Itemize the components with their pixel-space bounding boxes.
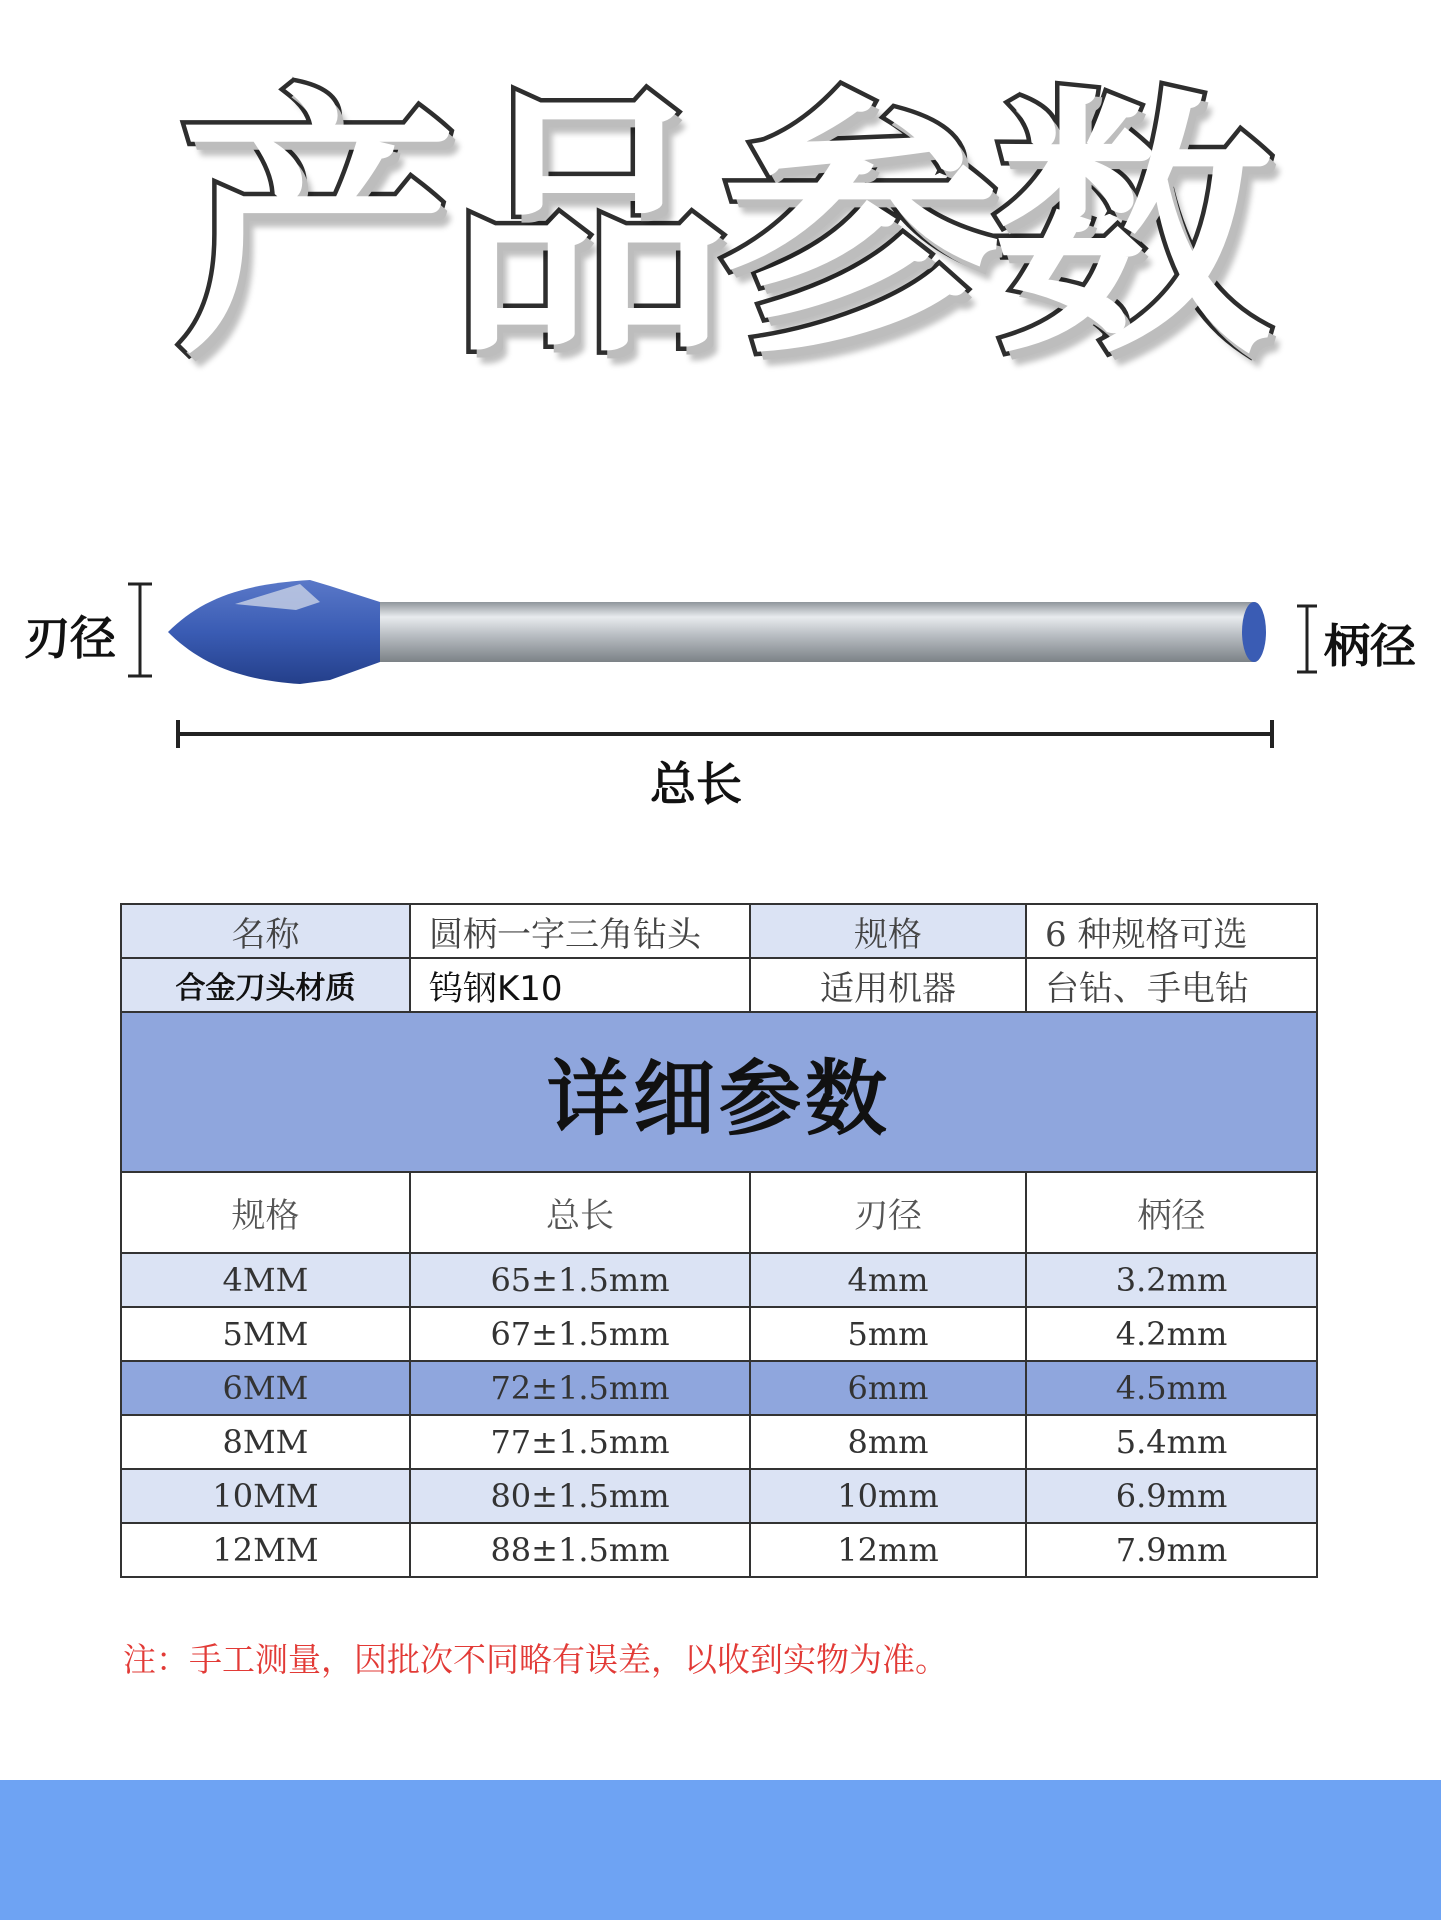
measurement-note: 注：手工测量，因批次不同略有误差，以收到实物为准。	[123, 1640, 948, 1679]
footer-bar	[0, 1780, 1441, 1920]
table-cell: 77±1.5mm	[410, 1415, 750, 1469]
table-cell: 65±1.5mm	[410, 1253, 750, 1307]
shank-diameter-label: 柄径	[1324, 619, 1416, 673]
table-row	[121, 1415, 1317, 1469]
table-cell: 8mm	[750, 1415, 1026, 1469]
page-title: 产品参数	[176, 66, 1265, 392]
summary-row	[121, 904, 1317, 958]
table-row	[121, 1523, 1317, 1577]
table-header-row	[121, 1172, 1317, 1253]
table-cell: 7.9mm	[1026, 1523, 1317, 1577]
material-label: 合金刀头材质	[121, 958, 410, 1012]
table-cell: 6MM	[121, 1361, 410, 1415]
table-row	[121, 1361, 1317, 1415]
detail-banner: 详细参数	[121, 1012, 1317, 1172]
blade-diameter-bracket	[128, 584, 152, 676]
table-cell: 12MM	[121, 1523, 410, 1577]
machine-label: 适用机器	[750, 958, 1026, 1012]
total-length-label: 总长	[650, 757, 742, 811]
table-cell: 10mm	[750, 1469, 1026, 1523]
table-cell: 10MM	[121, 1469, 410, 1523]
machine-value: 台钻、手电钻	[1026, 958, 1317, 1012]
table-cell: 3.2mm	[1026, 1253, 1317, 1307]
table-cell: 8MM	[121, 1415, 410, 1469]
column-header: 柄径	[1026, 1172, 1317, 1253]
column-header: 总长	[410, 1172, 750, 1253]
table-cell: 4.5mm	[1026, 1361, 1317, 1415]
table-cell: 72±1.5mm	[410, 1361, 750, 1415]
column-header: 刃径	[750, 1172, 1026, 1253]
table-cell: 5MM	[121, 1307, 410, 1361]
total-length-line	[178, 720, 1272, 748]
name-label: 名称	[121, 904, 410, 958]
detail-banner-row	[121, 1012, 1317, 1172]
drill-diagram	[0, 520, 1441, 840]
table-cell: 4mm	[750, 1253, 1026, 1307]
table-cell: 67±1.5mm	[410, 1307, 750, 1361]
table-row	[121, 1307, 1317, 1361]
shank-diameter-bracket	[1297, 606, 1317, 672]
table-cell: 4.2mm	[1026, 1307, 1317, 1361]
table-cell: 12mm	[750, 1523, 1026, 1577]
table-cell: 80±1.5mm	[410, 1469, 750, 1523]
table-cell: 6mm	[750, 1361, 1026, 1415]
table-cell: 6.9mm	[1026, 1469, 1317, 1523]
column-header: 规格	[121, 1172, 410, 1253]
spec-label: 规格	[750, 904, 1026, 958]
table-cell: 5.4mm	[1026, 1415, 1317, 1469]
spec-value: 6 种规格可选	[1026, 904, 1317, 958]
material-value: 钨钢K10	[410, 958, 750, 1012]
drill-shank	[360, 602, 1260, 662]
blade-diameter-label: 刃径	[24, 611, 116, 665]
shank-end	[1242, 602, 1266, 662]
name-value: 圆柄一字三角钻头	[410, 904, 750, 958]
spec-table	[120, 903, 1318, 1578]
table-cell: 4MM	[121, 1253, 410, 1307]
table-row	[121, 1253, 1317, 1307]
table-cell: 88±1.5mm	[410, 1523, 750, 1577]
summary-row	[121, 958, 1317, 1012]
table-cell: 5mm	[750, 1307, 1026, 1361]
table-row	[121, 1469, 1317, 1523]
